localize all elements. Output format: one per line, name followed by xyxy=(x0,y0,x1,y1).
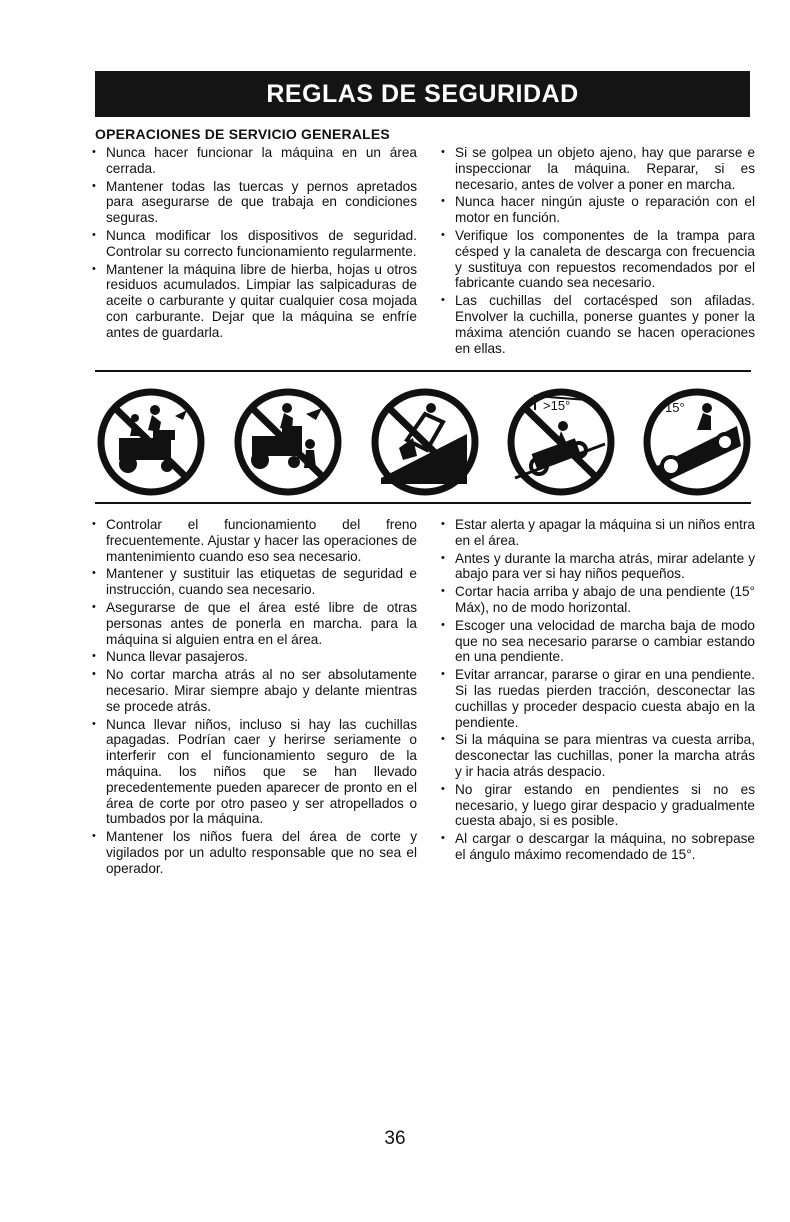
page-title: REGLAS DE SEGURIDAD xyxy=(266,79,579,108)
list-item: • Controlar el funcionamiento del freno frecuentemente. Ajustar y hacer las operaciones de mantenimiento cuando eso sea necesario. xyxy=(89,517,417,564)
list-item: • Mantener los niños fuera del área de corte y vigilados por un adulto responsable que no sea el operador. xyxy=(89,829,417,876)
list-item: • Si se golpea un objeto ajeno, hay que pararse e inspeccionar la máquina. Reparar, si es necesario, antes de volver a poner en marcha. xyxy=(438,145,755,192)
top-right-column xyxy=(438,145,755,358)
top-divider xyxy=(95,370,751,372)
section-title: OPERACIONES DE SERVICIO GENERALES xyxy=(95,126,390,142)
list-item: • Nunca modificar los dispositivos de seguridad. Controlar su correcto funcionamiento regularmente. xyxy=(89,228,417,260)
list-item: • Escoger una velocidad de marcha baja de modo que no sea necesario pararse o cambiar estando en una pendiente. xyxy=(438,618,755,665)
slope-15-pictogram-icon xyxy=(641,386,753,498)
slope-label-1: >15° xyxy=(543,398,571,413)
no-tipping-pictogram-icon xyxy=(369,386,481,498)
list-item: • Verifique los componentes de la trampa para césped y la canaleta de descarga con frecuencia y sustituya con repuestos recomendados por el fabricante cuando sea necesario. xyxy=(438,228,755,291)
no-passengers-pictogram-icon xyxy=(95,386,207,498)
list-item: • Estar alerta y apagar la máquina si un niños entra en el área. xyxy=(438,517,755,549)
list-item: • Nunca hacer funcionar la máquina en un área cerrada. xyxy=(89,145,417,177)
list-item: • Mantener todas las tuercas y pernos apretados para asegurarse de que trabaja en condiciones seguras. xyxy=(89,179,417,226)
page-number: 36 xyxy=(384,1128,406,1149)
bottom-right-column xyxy=(438,517,755,865)
list-item: • Las cuchillas del cortacésped son afiladas. Envolver la cuchilla, ponerse guantes y poner la máxima atención cuando se hacen operaciones en ellas. xyxy=(438,293,755,356)
no-children-pictogram-icon xyxy=(232,386,344,498)
list-item: • Antes y durante la marcha atrás, mirar adelante y abajo para ver si hay niños pequeños. xyxy=(438,551,755,583)
list-item: • Evitar arrancar, pararse o girar en una pendiente. Si las ruedas pierden tracción, desconectar las cuchillas y proceder despacio cuesta abajo en la pendiente. xyxy=(438,667,755,730)
list-item: • Mantener y sustituir las etiquetas de seguridad e instrucción, cuando sea necesario. xyxy=(89,566,417,598)
list-item: • No girar estando en pendientes si no es necesario, y luego girar despacio y gradualmente cuesta abajo, si es posible. xyxy=(438,782,755,829)
list-item: • Si la máquina se para mientras va cuesta arriba, desconectar las cuchillas, poner la marcha atrás y ir hacia atrás despacio. xyxy=(438,732,755,779)
list-item: • No cortar marcha atrás al no ser absolutamente necesario. Mirar siempre abajo y delante mientras se procede atrás. xyxy=(89,667,417,714)
bottom-left-column xyxy=(89,517,417,879)
top-left-column xyxy=(89,145,417,343)
list-item: • Mantener la máquina libre de hierba, hojas u otros residuos acumulados. Limpiar las salpicaduras de aceite o carburante y quitar cualquier cosa mojada con carburante. Dejar que la máquina se enfríe antes de guardarla. xyxy=(89,262,417,341)
list-item: • Al cargar o descargar la máquina, no sobrepase el ángulo máximo recomendado de 15°. xyxy=(438,831,755,863)
list-item: • Nunca llevar niños, incluso si hay las cuchillas apagadas. Podrían caer y herirse seriamente o interferir con el funcionamiento seguro de la máquina. los niños que se han llevado precedentemente pueden aparecer de pronto en el área de corte por otro paseo y ser atropellados o tumbados por la máquina. xyxy=(89,717,417,828)
title-banner xyxy=(95,71,750,117)
bottom-divider xyxy=(95,502,751,504)
list-item: • Asegurarse de que el área esté libre de otras personas antes de ponerla en marcha. para la máquina si alguien entra en el área. xyxy=(89,600,417,647)
list-item: • Nunca hacer ningún ajuste o reparación con el motor en función. xyxy=(438,194,755,226)
slope-limit-pictogram-icon xyxy=(505,386,617,498)
list-item: • Cortar hacia arriba y abajo de una pendiente (15° Máx), no de modo horizontal. xyxy=(438,584,755,616)
list-item: • Nunca llevar pasajeros. xyxy=(89,649,417,665)
safety-pictograms xyxy=(95,386,755,498)
slope-label-2: 15° xyxy=(665,400,685,415)
